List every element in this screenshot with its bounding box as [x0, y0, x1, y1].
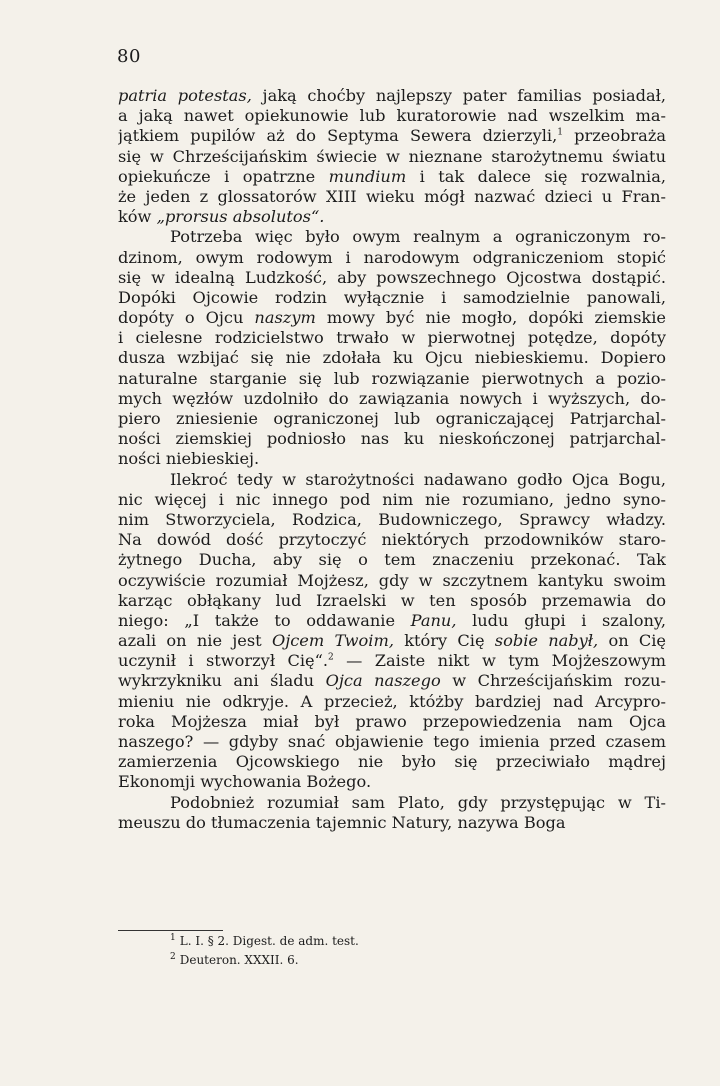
text-line	[118, 86, 666, 106]
text-run: mowy być nie mogło, dopóki ziemskie	[315, 308, 666, 328]
text-run: się w Chrześcijańskim świecie w nieznane starożytnemu światu	[118, 146, 666, 166]
text-run: opiekuńcze i opatrzne	[118, 166, 329, 186]
text-run: mundium	[328, 166, 407, 186]
text-run: naszym	[254, 308, 316, 328]
text-run: meuszu do tłumaczenia tajemnic Natury, nazywa Boga	[118, 812, 566, 832]
text-line	[118, 611, 666, 631]
text-line	[118, 550, 666, 570]
text-run: karząc obłąkany lud Izraelski w ten sposób przemawia do	[118, 590, 666, 610]
text-run: a jaką nawet opiekunowie lub kuratorowie nad wszelkim ma-	[118, 106, 666, 126]
text-line	[118, 470, 666, 490]
text-run: i cielesne rodzicielstwo trwało w pierwotnej potędze, dopóty	[118, 328, 666, 348]
text-run: Ojcem Twoim,	[271, 631, 394, 651]
text-line	[118, 328, 666, 348]
text-run: mych węzłów uzdolniło do zawiązania nowych i wyższych, do-	[118, 388, 666, 408]
text-run: nic więcej i nic innego pod nim nie rozumiano, jedno syno-	[118, 489, 666, 509]
text-run: Potrzeba więc było owym realnym a ograniczonym ro-	[170, 227, 666, 247]
text-line	[118, 510, 666, 530]
footnote-text: L. I. § 2. Digest. de adm. test.	[179, 934, 359, 948]
text-run: patria potestas,	[118, 86, 252, 105]
text-run: Ekonomji wychowania Bożego.	[118, 772, 372, 792]
text-line	[118, 712, 666, 732]
footnote-rule	[118, 930, 223, 931]
text-run: dzinom, owym rodowym i narodowym odgraniczeniom stopić	[118, 247, 666, 267]
text-run: roka Mojżesza miał był prawo przepowiedzenia nam Ojca	[118, 711, 666, 731]
text-run: żytnego Ducha, aby się o tem znaczeniu przekonać. Tak	[118, 550, 666, 570]
text-run: naturalne starganie się lub rozwiązanie pierwotnych a pozio-	[118, 368, 666, 388]
text-run: mieniu nie odkryje. A przecież, któżby bardziej nad Arcypro-	[118, 691, 666, 711]
text-run: Ojca naszego	[325, 671, 441, 691]
text-line	[118, 147, 666, 167]
text-line	[118, 651, 666, 671]
text-run: dopóty o Ojcu	[118, 308, 255, 328]
text-line	[118, 369, 666, 389]
text-run: dusza wzbijać się nie zdołała ku Ojcu niebieskiemu. Dopiero	[118, 348, 666, 368]
text-run: Na dowód dość przytoczyć niektórych przodowników staro-	[118, 530, 666, 550]
text-line	[118, 389, 666, 409]
text-run: przeobraża	[562, 126, 666, 146]
text-line	[118, 207, 666, 227]
text-run: jątkiem pupilów aż do Septyma Sewera dzierzyli,	[118, 126, 558, 146]
text-run: niego: „I także to oddawanie	[118, 610, 411, 630]
text-line	[118, 429, 666, 449]
footnote	[170, 951, 359, 970]
text-run: sobie nabył,	[494, 631, 599, 651]
text-run: oczywiście rozumiał Mojżesz, gdy w szczytnem kantyku swoim	[118, 570, 666, 590]
text-run: on Cię	[598, 631, 666, 651]
text-line	[118, 530, 666, 550]
text-run: ludu głupi i szalony,	[456, 610, 666, 630]
text-line	[118, 187, 666, 207]
text-line	[118, 308, 666, 328]
text-run: uczynił i stworzył Cię“.	[118, 651, 329, 671]
text-run: Ilekroć tedy w starożytności nadawano godło Ojca Bogu,	[170, 469, 666, 489]
text-line	[118, 752, 666, 772]
footnotes	[170, 932, 359, 970]
text-run: że jeden z glossatorów XIII wieku mógł nazwać dzieci u Fran-	[118, 186, 666, 206]
body-text	[118, 86, 666, 833]
text-run: Dopóki Ojcowie rodzin wyłącznie i samodzielnie panowali,	[118, 287, 666, 307]
text-line	[118, 490, 666, 510]
text-run: — Zaiste nikt w tym Mojżeszowym	[333, 651, 666, 671]
text-line	[118, 409, 666, 429]
footnote-mark: 1	[170, 933, 176, 943]
text-line	[118, 813, 666, 833]
text-run: w Chrześcijańskim rozu-	[440, 671, 666, 691]
text-run: Podobnież rozumiał sam Plato, gdy przystępując w Ti-	[170, 792, 666, 812]
text-line	[118, 591, 666, 611]
footnote	[170, 932, 359, 951]
text-run: piero zniesienie ograniczonej lub ograniczającej Patrjarchal-	[118, 409, 666, 428]
text-run: nim Stworzyciela, Rodzica, Budowniczego, Sprawcy władzy.	[118, 509, 666, 529]
page-number: 80	[117, 46, 141, 67]
text-line	[118, 348, 666, 368]
footnote-mark: 2	[170, 952, 176, 962]
text-run: zamierzenia Ojcowskiego nie było się przeciwiało mądrej	[118, 752, 666, 772]
text-run: ności ziemskiej podniosło nas ku nieskończonej patrjarchal-	[118, 429, 666, 449]
text-line	[118, 772, 666, 792]
text-run: „prorsus absolutos“.	[156, 207, 325, 227]
text-line	[118, 167, 666, 187]
text-line	[118, 571, 666, 591]
text-line	[118, 126, 666, 146]
text-line	[118, 631, 666, 651]
text-run: ności niebieskiej.	[118, 449, 260, 469]
text-line	[118, 227, 666, 247]
text-line	[118, 793, 666, 813]
footnote-reference: 2	[328, 652, 334, 663]
text-run: azali on nie jest	[118, 631, 272, 651]
footnote-text: Deuteron. XXXII. 6.	[179, 953, 299, 967]
text-line	[118, 671, 666, 691]
text-line	[118, 449, 666, 469]
text-line	[118, 288, 666, 308]
text-run: wykrzykniku ani śladu	[118, 671, 326, 691]
text-run: naszego? — gdyby snać objawienie tego imienia przed czasem	[118, 732, 666, 751]
text-line	[118, 106, 666, 126]
text-run: i tak dalece się rozwalnia,	[406, 166, 666, 186]
text-line	[118, 248, 666, 268]
text-run: ków	[118, 207, 157, 227]
text-run: Panu,	[410, 610, 457, 630]
footnote-reference: 1	[557, 127, 563, 138]
text-run: się w idealną Ludzkość, aby powszechnego Ojcostwa dostąpić.	[118, 267, 666, 287]
text-line	[118, 268, 666, 288]
text-line	[118, 732, 666, 752]
text-run: który Cię	[393, 631, 495, 651]
text-line	[118, 692, 666, 712]
text-run: jaką choćby najlepszy pater familias posiadał,	[251, 86, 666, 105]
